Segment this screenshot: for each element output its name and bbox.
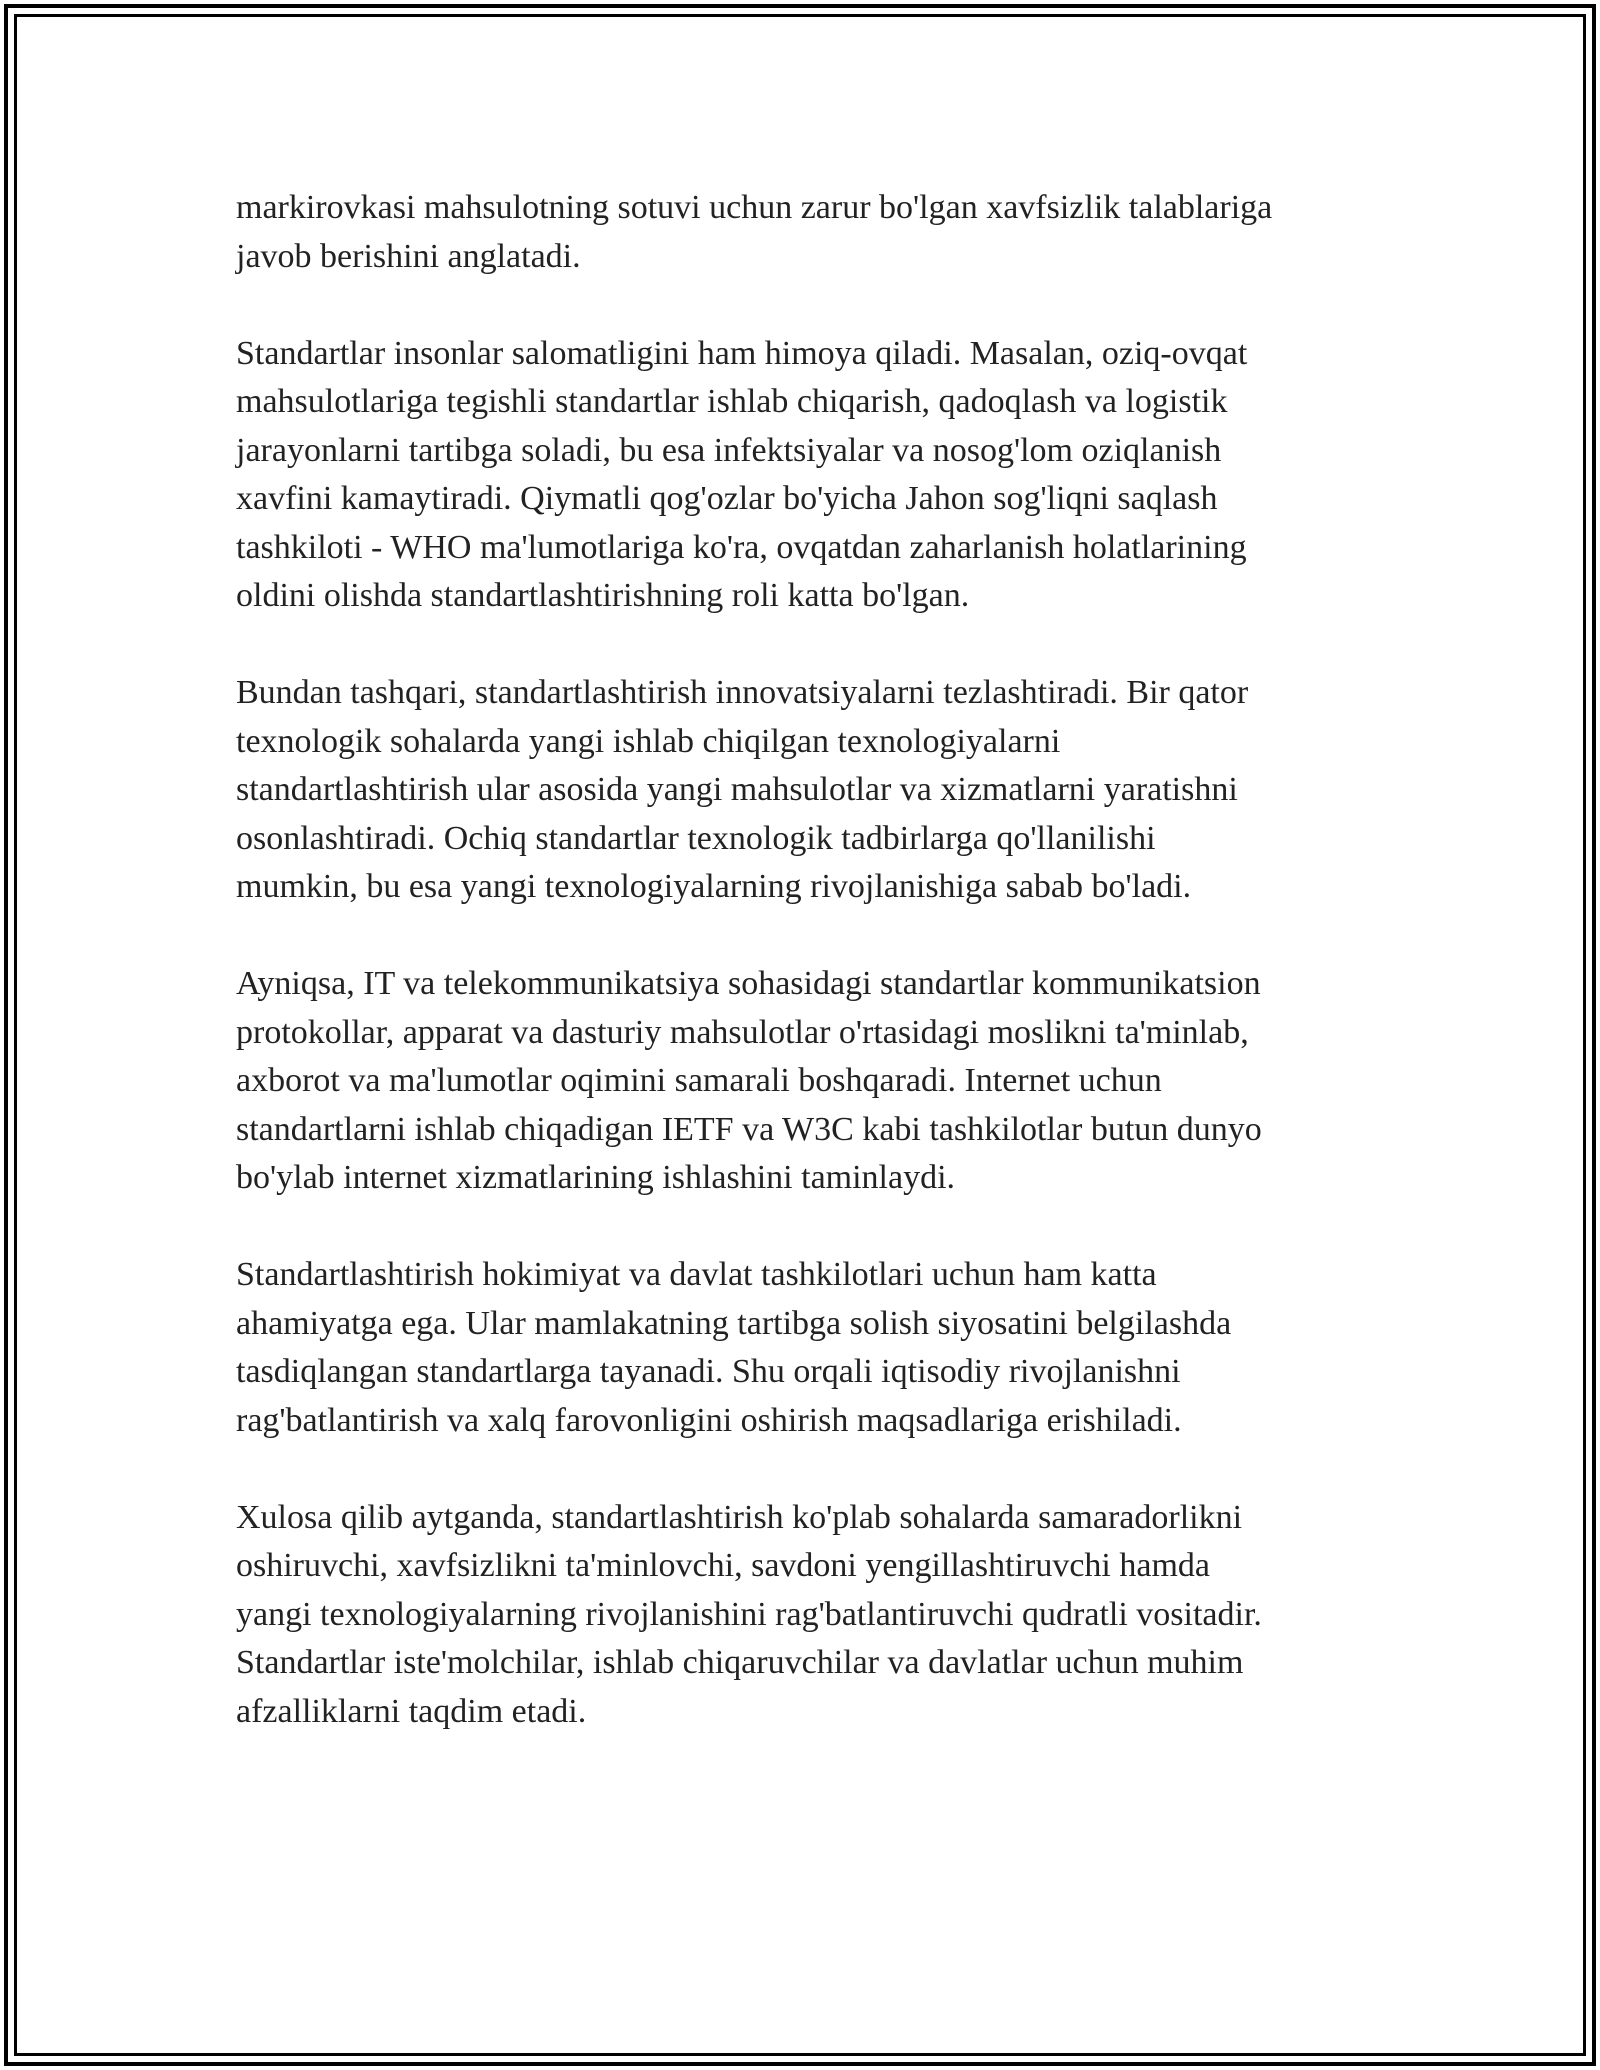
paragraph-6: Xulosa qilib aytganda, standartlashtirish ko'plab sohalarda samaradorlikni oshiruvchi, xavfsizlikni ta'minlovchi, savdoni yengillashtiruvchi hamda yangi texnologiyalarning rivojlanishini rag'batlantiruvchi qudratli vositadir. Standartlar iste'molchilar, ishlab chiqaruvchilar va davlatlar uchun muhim afzalliklarni taqdim etadi. <box>236 1498 1262 1730</box>
paragraph-4: Ayniqsa, IT va telekommunikatsiya sohasidagi standartlar kommunikatsion protokollar, apparat va dasturiy mahsulotlar o'rtasidagi moslikni ta'minlab, axborot va ma'lumotlar oqimini samarali boshqaradi. Internet uchun standartlarni ishlab chiqadigan IETF va W3C kabi tashkilotlar butun dunyo bo'ylab internet xizmatlarining ishlashini taminlaydi. <box>236 965 1262 1196</box>
paragraph-1: markirovkasi mahsulotning sotuvi uchun zarur bo'lgan xavfsizlik talablariga javob berishini anglatadi. <box>236 189 1273 275</box>
paragraph-3: Bundan tashqari, standartlashtirish innovatsiyalarni tezlashtiradi. Bir qator texnologik sohalarda yangi ishlab chiqilgan texnologiyalarni standartlashtirish ular asosida yangi mahsulotlar va xizmatlarni yaratishni osonlashtiradi. Ochiq standartlar texnologik tadbirlarga qo'llanilishi mumkin, bu esa yangi texnologiyalarning rivojlanishiga sabab bo'ladi. <box>236 674 1249 905</box>
document-body <box>236 184 1366 1785</box>
paragraph-2: Standartlar insonlar salomatligini ham himoya qiladi. Masalan, oziq-ovqat mahsulotlariga tegishli standartlar ishlab chiqarish, qadoqlash va logistik jarayonlarni tartibga soladi, bu esa infektsiyalar va nosog'lom oziqlanish xavfini kamaytiradi. Qiymatli qog'ozlar bo'yicha Jahon sog'liqni saqlash tashkiloti - WHO ma'lumotlariga ko'ra, ovqatdan zaharlanish holatlarining oldini olishda standartlashtirishning roli katta bo'lgan. <box>236 334 1248 614</box>
paragraph-5: Standartlashtirish hokimiyat va davlat tashkilotlari uchun ham katta ahamiyatga ega. Ular mamlakatning tartibga solish siyosatini belgilashda tasdiqlangan standartlarga tayanadi. Shu orqali iqtisodiy rivojlanishni rag'batlantirish va xalq farovonligini oshirish maqsadlariga erishiladi. <box>236 1256 1232 1439</box>
